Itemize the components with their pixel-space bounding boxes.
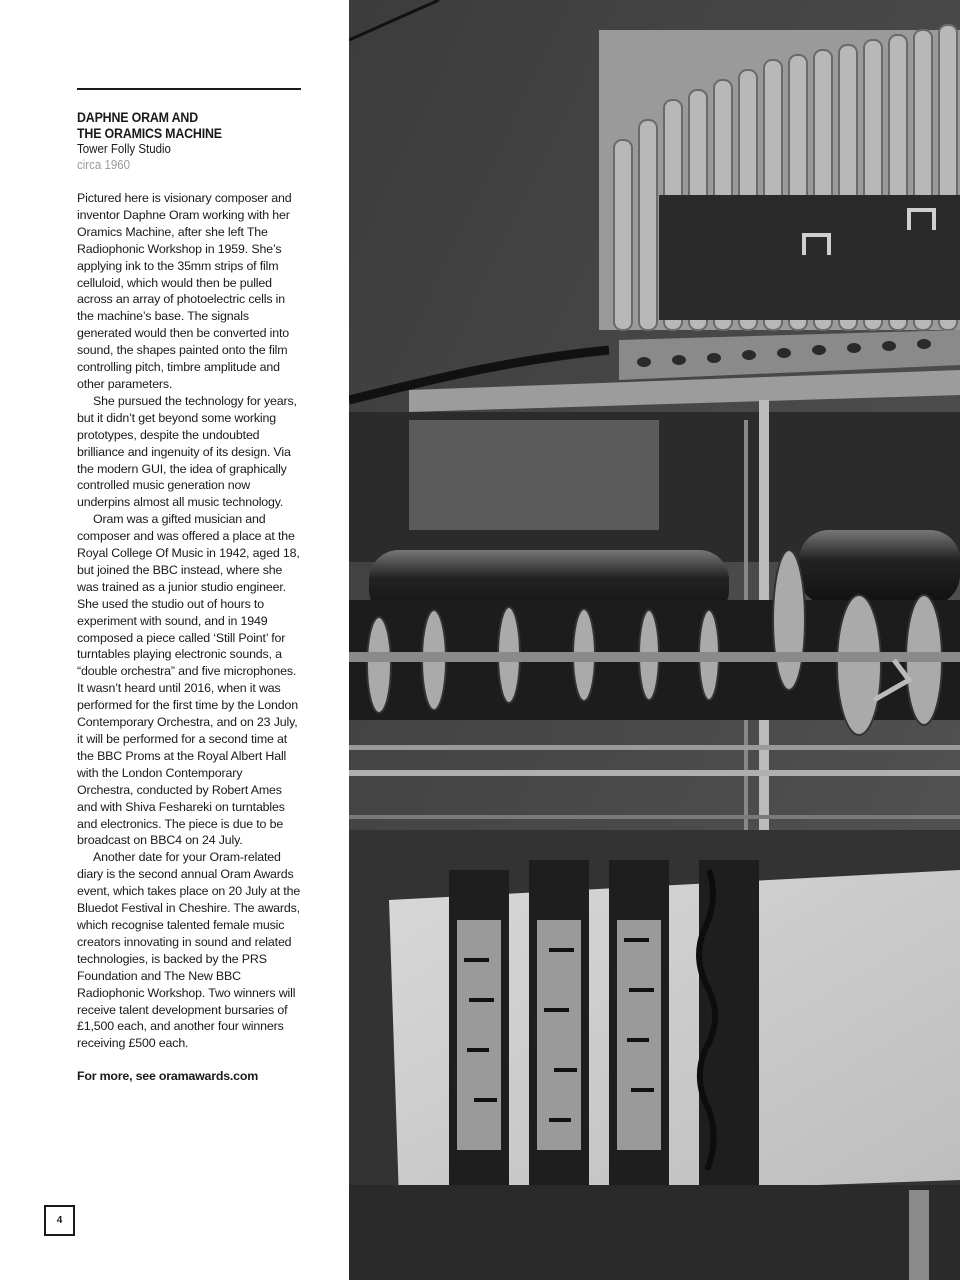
film-strips: [349, 830, 960, 1280]
paragraph-3: Oram was a gifted musician and composer and was offered a place at the Royal College Of Music in 1942, aged 18, but joined the BBC instead, where she was trained as a junior studio engineer. She used the studio out of hours to experiment with sound, and in 1949 composed a piece called ‘Still Point’ for turntables playing electronic sounds, a “double orchestra” and five microphones. It wasn’t heard until 2016, when it was performed for the first time by the London Contemporary Orchestra, and on 23 July, it will be performed for a second time at the BBC Proms at the Royal Albert Hall with the London Contemporary Orchestra, conducted by Robert Ames and with Shiva Feshareki on turntables and electronics. The piece is due to be broadcast on BBC4 on 24 July.: [77, 512, 300, 848]
oramics-machine-photo: [349, 0, 960, 1280]
article-title: [77, 110, 283, 141]
article-location: Tower Folly Studio: [77, 142, 171, 156]
article-date: circa 1960: [77, 158, 131, 172]
title-line-2: THE ORAMICS MACHINE: [77, 125, 222, 141]
top-rule: [77, 88, 301, 90]
article-body: [77, 190, 301, 1052]
paragraph-4: Another date for your Oram-related diary is the second annual Oram Awards event, which takes place on 20 July at the Bluedot Festival in Cheshire. The awards, which recognise talented female music creators innovating in sound and related technologies, is backed by the PRS Foundation and The New BBC Radiophonic Workshop. Two winners will receive talent development bursaries of £1,500 each, and another four winners receiving £500 each.: [77, 850, 301, 1051]
paragraph-1: Pictured here is visionary composer and inventor Daphne Oram working with her Oramics Machine, after she left The Radiophonic Workshop in 1959. She’s applying ink to the 35mm strips of film celluloid, which would then be pulled across an array of photoelectric cells in the machine’s base. The signals generated would then be converted into sound, the shapes painted onto the film controlling pitch, timbre amplitude and other parameters.: [77, 191, 292, 391]
article-column: [77, 88, 301, 1085]
page-number: 4: [44, 1205, 75, 1236]
more-info-link[interactable]: For more, see oramawards.com: [77, 1069, 259, 1084]
title-line-1: DAPHNE ORAM AND: [77, 110, 198, 125]
photo-illustration: [349, 0, 960, 1280]
paragraph-2: She pursued the technology for years, but it didn’t get beyond some working prototypes, despite the undoubted brilliance and ingenuity of its design. Via the modern GUI, the idea of graphically controlled music generation now underpins almost all music technology.: [77, 393, 297, 510]
